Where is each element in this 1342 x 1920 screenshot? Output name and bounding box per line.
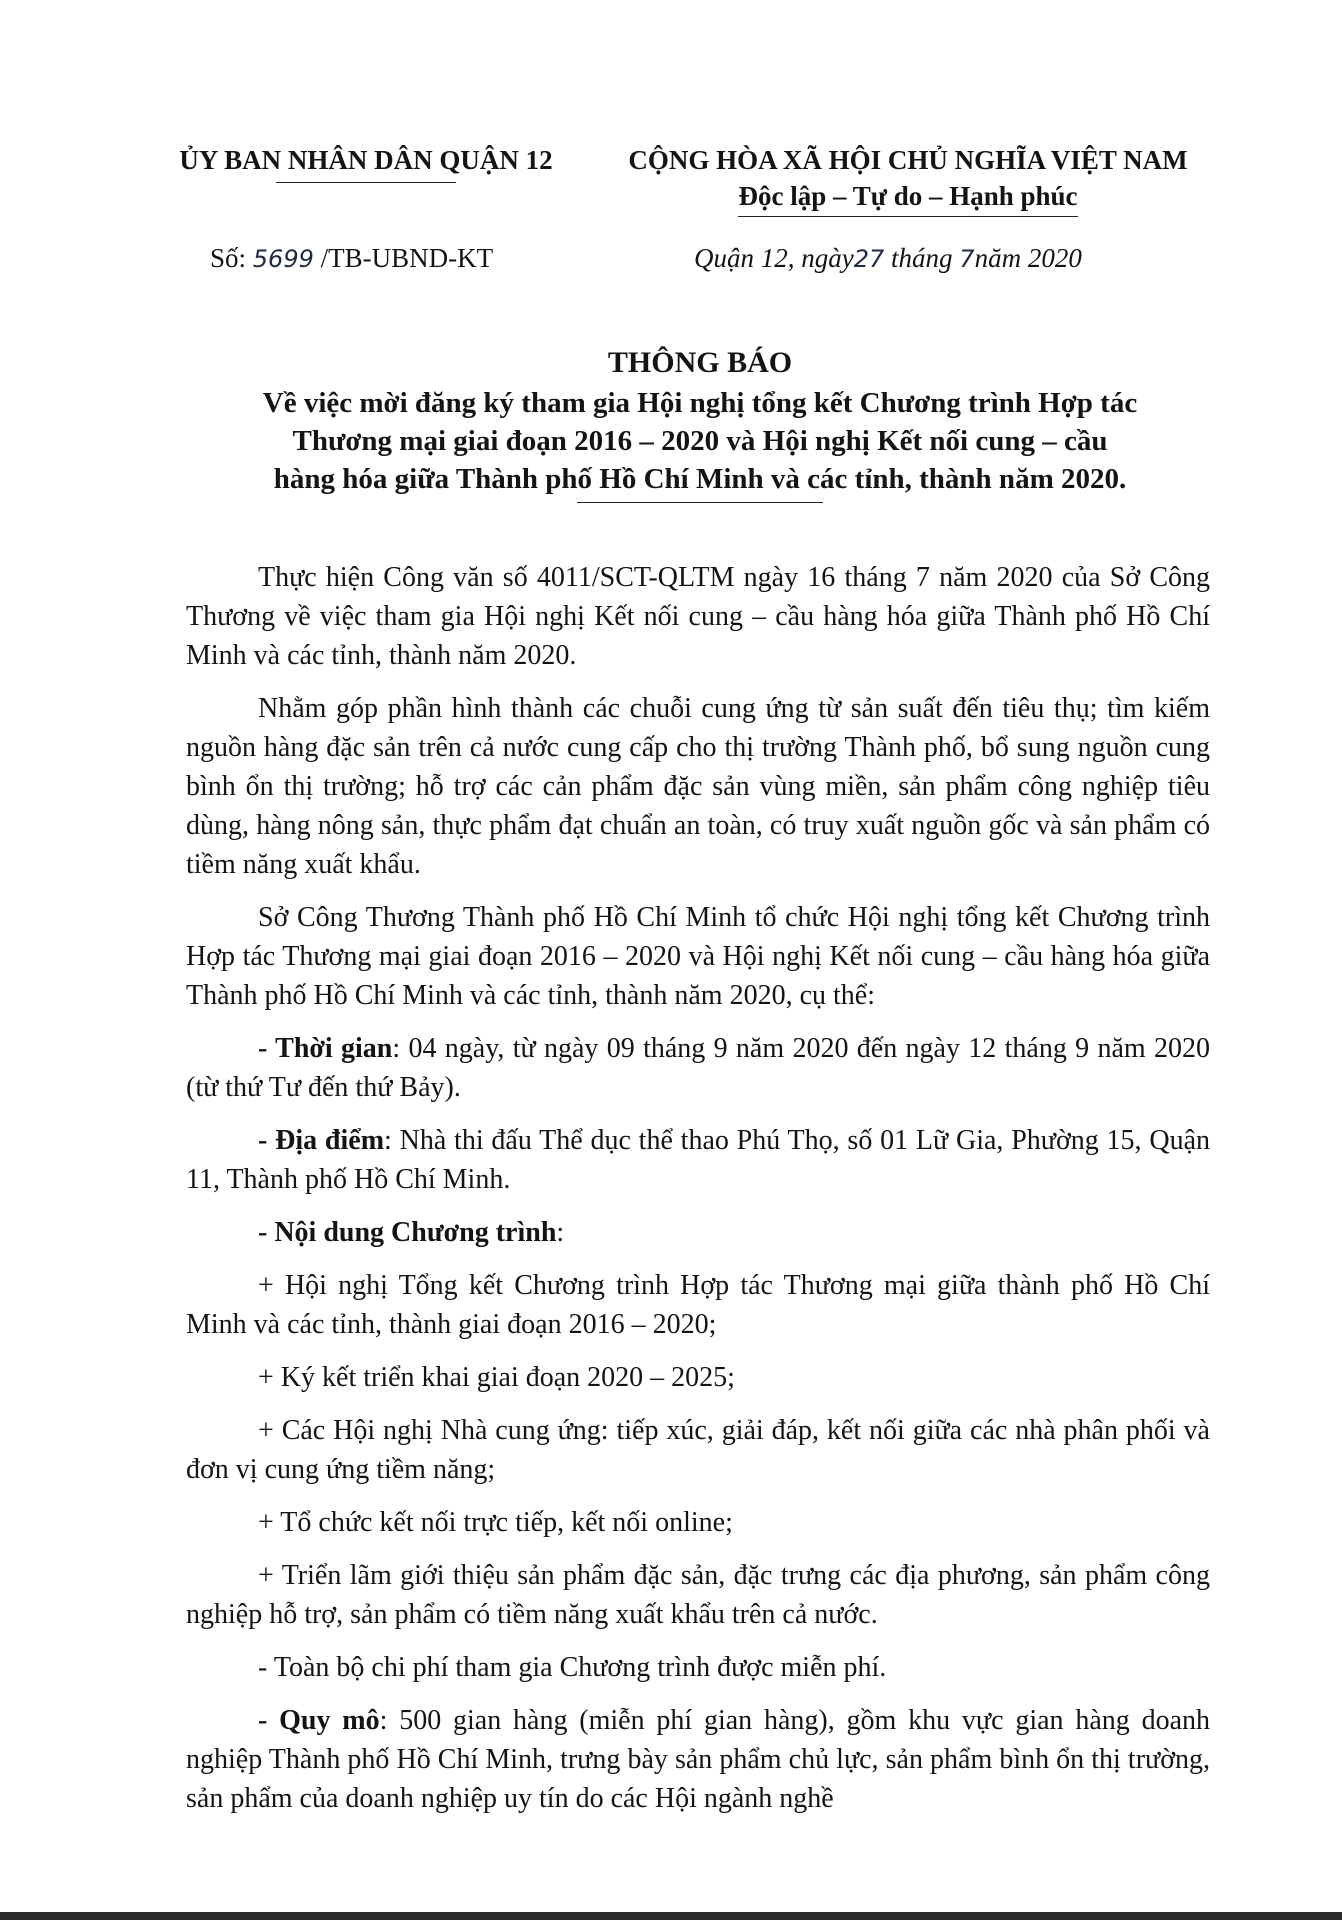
date-month-label: tháng [891,243,953,273]
time-text: : 04 ngày, từ ngày 09 tháng 9 năm 2020 đến ngày 12 tháng 9 năm 2020 (từ thứ Tư đến thứ Bảy). [186,1033,1210,1103]
doc-number-handwritten: 5699 [252,245,314,273]
content-label: - Nội dung Chương trình [258,1217,557,1248]
paragraph-content [186,1213,1210,1252]
list-item-4: + Tổ chức kết nối trực tiếp, kết nối online; [258,1507,733,1538]
title-line-1: Về việc mời đăng ký tham gia Hội nghị tổng kết Chương trình Hợp tác [262,387,1138,419]
time-label: - Thời gian [258,1033,393,1064]
paragraph-3: Sở Công Thương Thành phố Hồ Chí Minh tổ chức Hội nghị tổng kết Chương trình Hợp tác Thương mại giai đoạn 2016 – 2020 và Hội nghị Kết nối cung – cầu hàng hóa giữa Thành phố Hồ Chí Minh và các tỉnh, thành năm 2020, cụ thể: [186,902,1210,1011]
list-item-1: + Hội nghị Tổng kết Chương trình Hợp tác Thương mại giữa thành phố Hồ Chí Minh và các tỉnh, thành giai đoạn 2016 – 2020; [186,1270,1210,1340]
nation-header [584,142,1232,217]
date-day-handwritten: 27 [853,245,885,273]
title-underline [577,502,823,503]
scale-text: : 500 gian hàng (miễn phí gian hàng), gồm khu vực gian hàng doanh nghiệp Thành phố Hồ Chí Minh, trưng bày sản phẩm chủ lực, sản phẩm bình ổn thị trường, sản phẩm của doanh nghiệp uy tín do các Hội ngành nghề [186,1705,1211,1814]
paragraph-place [186,1121,1210,1199]
scan-bottom-edge [0,1912,1342,1920]
agency-name: ỦY BAN NHÂN DÂN QUẬN 12 [179,145,553,175]
place-label: - Địa điểm [258,1125,385,1156]
date-place: Quận 12, ngày [694,243,854,273]
list-item-2: + Ký kết triển khai giai đoạn 2020 – 2025; [258,1362,735,1393]
agency-header [150,142,582,183]
title-line-3: hàng hóa giữa Thành phố Hồ Chí Minh và các tỉnh, thành năm 2020. [273,463,1127,495]
document-body [186,558,1210,1832]
title-line-2: Thương mại giai đoạn 2016 – 2020 và Hội nghị Kết nối cung – cầu [292,425,1108,457]
date-line [694,240,1082,277]
document-number [210,240,493,277]
national-motto: Độc lập – Tự do – Hạnh phúc [738,178,1077,217]
list-item-3: + Các Hội nghị Nhà cung ứng: tiếp xúc, giải đáp, kết nối giữa các nhà phân phối và đơn vị cung ứng tiềm năng; [186,1415,1210,1485]
place-text: : Nhà thi đấu Thể dục thể thao Phú Thọ, số 01 Lữ Gia, Phường 15, Quận 11, Thành phố Hồ Chí Minh. [186,1125,1210,1195]
agency-underline [276,182,456,183]
date-month-handwritten: 7 [959,245,975,273]
scale-label: - Quy mô [258,1705,380,1736]
content-colon: : [556,1217,565,1248]
paragraph-fee: - Toàn bộ chi phí tham gia Chương trình được miễn phí. [258,1652,887,1683]
doc-number-prefix: Số: [210,243,247,273]
document-title [220,344,1180,503]
doc-number-suffix: /TB-UBND-KT [320,243,494,273]
list-item-5: + Triển lãm giới thiệu sản phẩm đặc sản, đặc trưng các địa phương, sản phẩm công nghiệp hỗ trợ, sản phẩm có tiềm năng xuất khẩu trên cả nước. [186,1560,1210,1630]
paragraph-2: Nhằm góp phần hình thành các chuỗi cung ứng từ sản suất đến tiêu thụ; tìm kiếm nguồn hàng đặc sản trên cả nước cung cấp cho thị trường Thành phố, bổ sung nguồn cung bình ổn thị trường; hỗ trợ các cản phẩm đặc sản vùng miền, sản phẩm công nghiệp tiêu dùng, hàng nông sản, thực phẩm đạt chuẩn an toàn, có truy xuất nguồn gốc và sản phẩm có tiềm năng xuất khẩu. [186,693,1210,880]
paragraph-1: Thực hiện Công văn số 4011/SCT-QLTM ngày 16 tháng 7 năm 2020 của Sở Công Thương về việc tham gia Hội nghị Kết nối cung – cầu hàng hóa giữa Thành phố Hồ Chí Minh và các tỉnh, thành năm 2020. [186,562,1210,671]
paragraph-scale [186,1701,1210,1818]
title-main: THÔNG BÁO [607,346,793,379]
date-year: năm 2020 [974,243,1082,273]
paragraph-time [186,1029,1210,1107]
nation-name: CỘNG HÒA XÃ HỘI CHỦ NGHĨA VIỆT NAM [628,145,1188,175]
